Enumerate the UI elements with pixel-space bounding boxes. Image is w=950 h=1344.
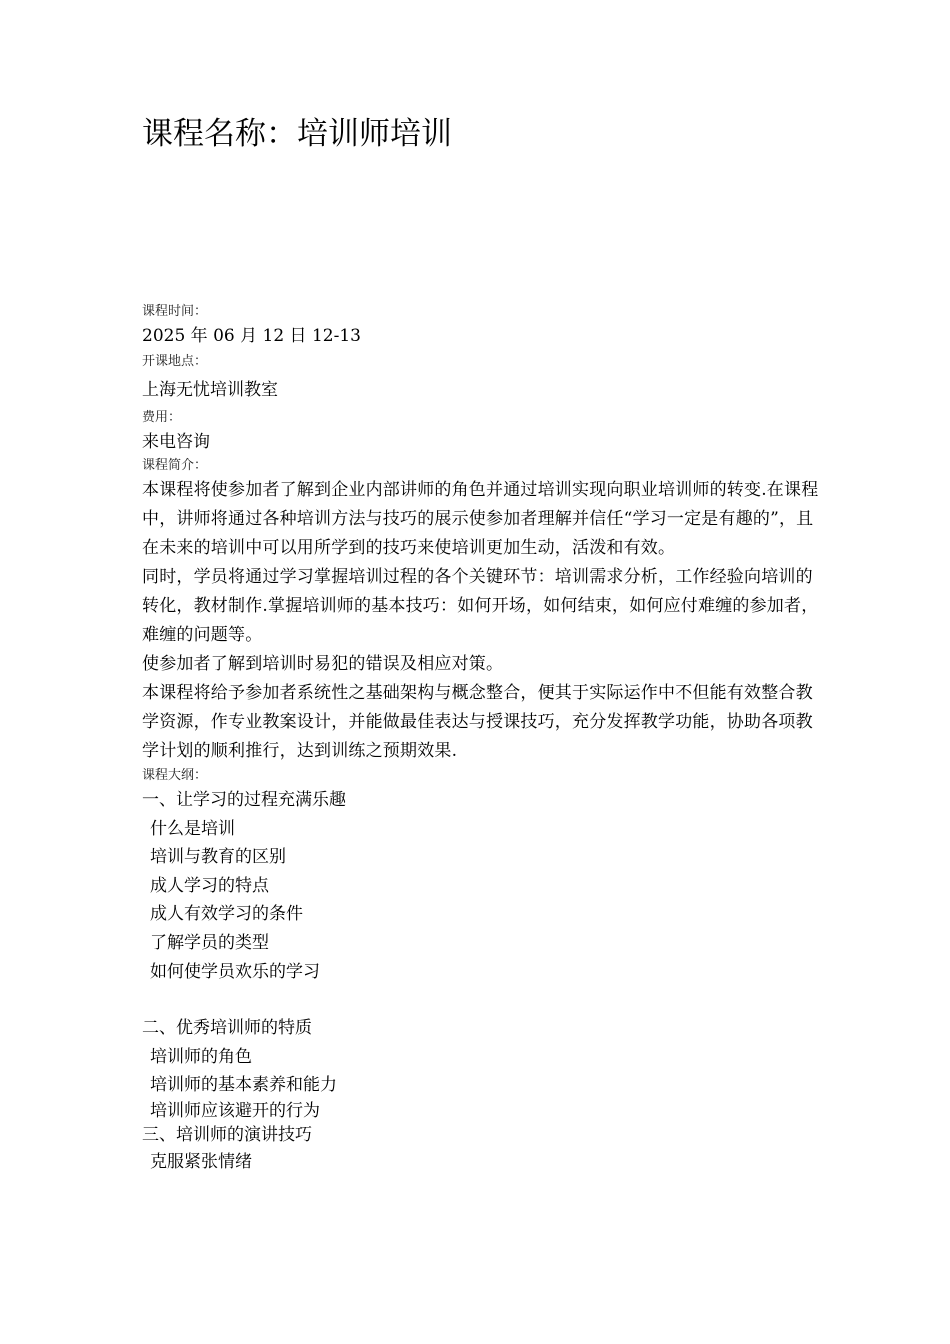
- outline-item: 培训师的基本素养和能力: [150, 1075, 337, 1096]
- course-outline: [142, 786, 822, 1177]
- fee-label: 费用：: [142, 410, 182, 425]
- outline-section-title: 一、让学习的过程充满乐趣: [142, 790, 346, 810]
- intro-paragraph: 本课程将使参加者了解到企业内部讲师的角色并通过培训实现向职业培训师的转变.在课程中，讲师将通过各种培训方法与技巧的展示使参加者理解并信任“学习一定是有趣的”，且在未来的培训中可以用所学到的技巧来使培训更加生动，活泼和有效。: [142, 480, 819, 558]
- outline-spacer: [142, 986, 822, 1014]
- fee-value: 来电咨询: [142, 432, 210, 452]
- outline-item: 克服紧张情绪: [150, 1151, 252, 1172]
- course-title: 课程名称：培训师培训: [142, 116, 452, 152]
- outline-item: 了解学员的类型: [150, 932, 269, 953]
- outline-item: 成人有效学习的条件: [150, 904, 303, 925]
- place-label: 开课地点：: [142, 354, 208, 369]
- time-value: 2025 年 06 月 12 日 12-13: [142, 326, 361, 346]
- intro-label: 课程简介：: [142, 458, 208, 473]
- outline-item: 培训师应该避开的行为: [150, 1100, 320, 1121]
- outline-item: 培训与教育的区别: [150, 847, 286, 868]
- outline-item: 成人学习的特点: [150, 875, 269, 896]
- outline-item: 培训师的角色: [150, 1046, 252, 1067]
- outline-item: 什么是培训: [150, 818, 235, 839]
- outline-section-title: 二、优秀培训师的特质: [142, 1018, 312, 1039]
- time-label: 课程时间：: [142, 304, 208, 319]
- place-value: 上海无忧培训教室: [142, 380, 278, 400]
- intro-paragraph: 同时，学员将通过学习掌握培训过程的各个关键环节：培训需求分析，工作经验向培训的转化，教材制作.掌握培训师的基本技巧：如何开场，如何结束，如何应付难缠的参加者，难缠的问题等。: [142, 567, 819, 645]
- course-body: [142, 302, 822, 1177]
- outline-item: 如何使学员欢乐的学习: [150, 961, 320, 982]
- intro-paragraph: 本课程将给予参加者系统性之基础架构与概念整合，便其于实际运作中不但能有效整合教学资源，作专业教案设计，并能做最佳表达与授课技巧，充分发挥教学功能，协助各项教学计划的顺利推行，达到训练之预期效果.: [142, 683, 813, 761]
- outline-section-title: 三、培训师的演讲技巧: [142, 1124, 312, 1145]
- outline-label: 课程大纲：: [142, 768, 208, 783]
- intro-paragraph: 使参加者了解到培训时易犯的错误及相应对策。: [142, 654, 504, 674]
